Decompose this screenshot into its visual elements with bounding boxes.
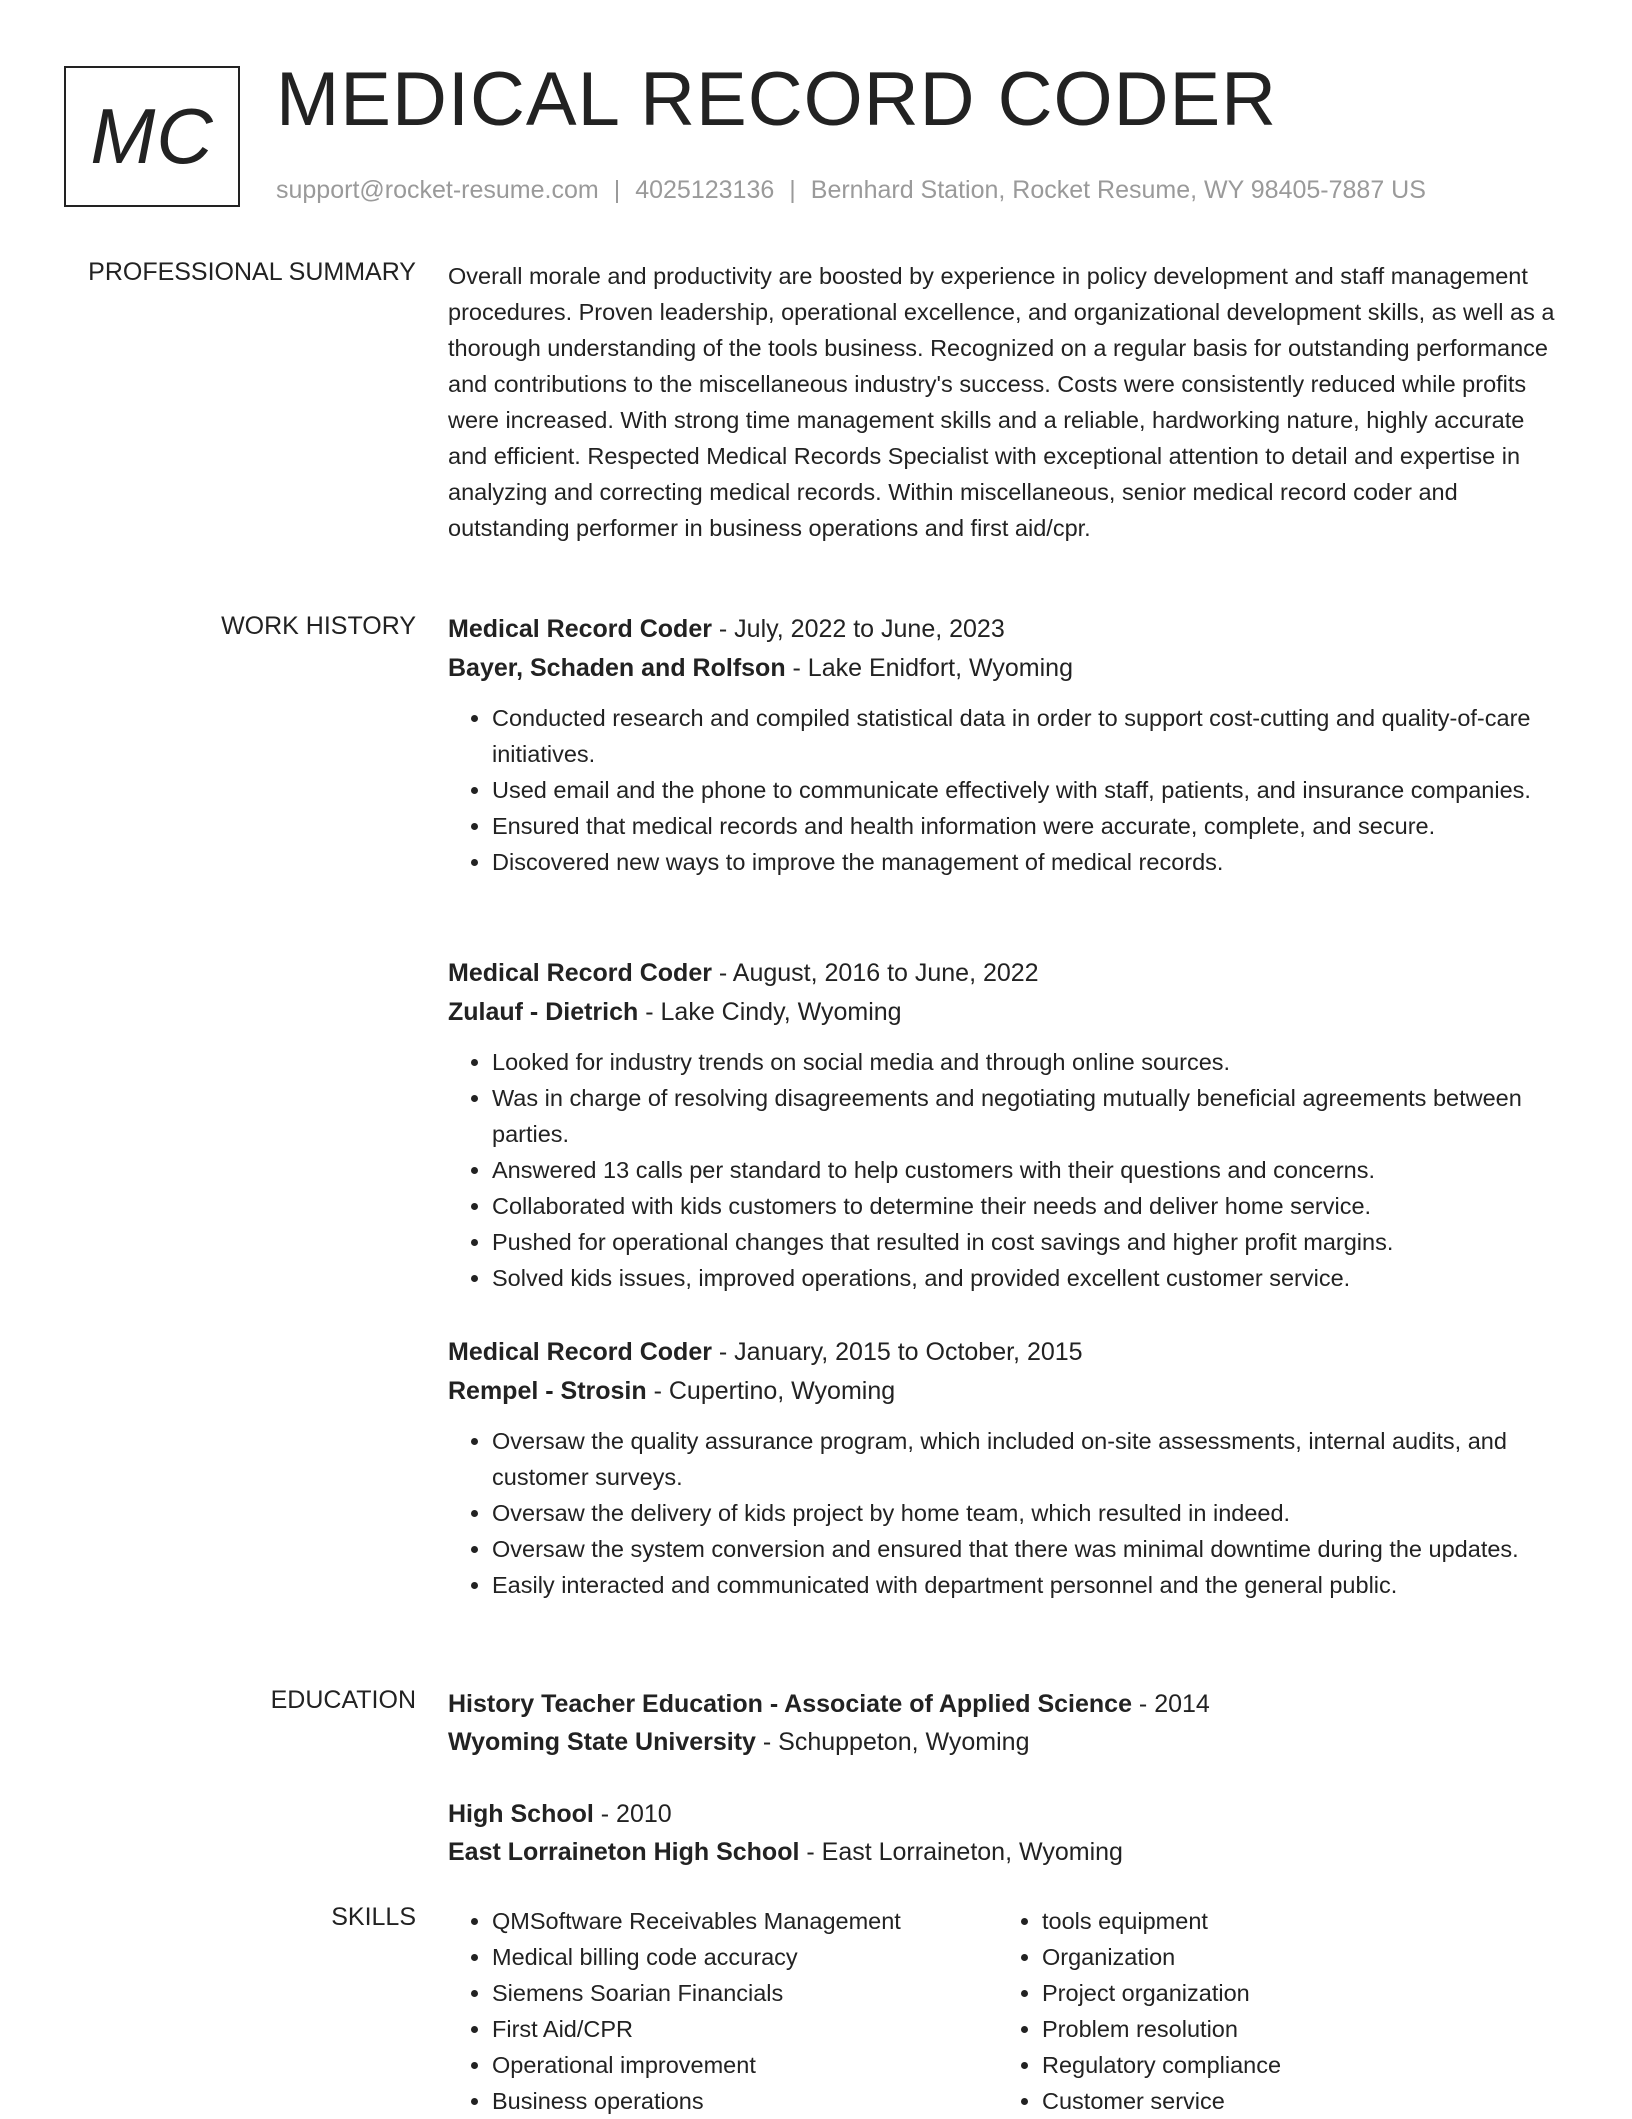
- summary-text: Overall morale and productivity are boosted by experience in policy development and staff management procedures. Proven leadership, operational excellence, and organizational development skills, as well as a thorough understanding of the tools business. Recognized on a regular basis for outstanding performance and contributions to the miscellaneous industry's success. Costs were consistently reduced while profits were increased. With strong time management skills and a reliable, hardworking nature, highly accurate and efficient. Respected Medical Records Specialist with exceptional attention to detail and expertise in analyzing and correcting medical records. Within miscellaneous, senior medical record coder and outstanding performer in business operations and first aid/cpr.: [448, 263, 1555, 541]
- skill-item: • Siemens Soarian Financials: [492, 1975, 998, 2011]
- contact-separator: |: [613, 176, 621, 204]
- job-company-line: [448, 1372, 1568, 1411]
- job-bullet: • Was in charge of resolving disagreements and negotiating mutually beneficial agreements between parties.: [492, 1080, 1568, 1152]
- job-bullet: • Used email and the phone to communicate effectively with staff, patients, and insurance companies.: [492, 772, 1568, 808]
- job-title: Medical Record Coder: [448, 1338, 712, 1366]
- job-bullet: • Pushed for operational changes that resulted in cost savings and higher profit margins.: [492, 1224, 1568, 1260]
- education-school: Wyoming State University: [448, 1728, 756, 1756]
- skill-item: • Problem resolution: [1042, 2011, 1281, 2047]
- education-school: East Lorraineton High School: [448, 1838, 800, 1866]
- job-title-line: [448, 1333, 1568, 1372]
- education-year: - 2014: [1131, 1690, 1210, 1718]
- education-degree: History Teacher Education - Associate of Applied Science: [448, 1690, 1132, 1718]
- education-entry: [448, 1795, 1568, 1871]
- education-school-line: [448, 1833, 1568, 1871]
- page-title: MEDICAL RECORD CODER: [276, 57, 1278, 142]
- job-dates: - January, 2015 to October, 2015: [711, 1338, 1083, 1366]
- job-dates: - July, 2022 to June, 2023: [711, 615, 1005, 643]
- education-location: - Schuppeton, Wyoming: [755, 1728, 1030, 1756]
- job-bullet: • Oversaw the quality assurance program, which included on-site assessments, internal audits, and customer surveys.: [492, 1423, 1568, 1495]
- skill-item: • Operational improvement: [492, 2047, 998, 2083]
- section-label-work-history: WORK HISTORY: [221, 612, 416, 640]
- skills-column-2: [998, 1903, 1281, 2119]
- job-location: - Cupertino, Wyoming: [646, 1377, 896, 1405]
- job-title: Medical Record Coder: [448, 615, 712, 643]
- skill-item: • Business operations: [492, 2083, 998, 2119]
- job-title: Medical Record Coder: [448, 959, 712, 987]
- skill-item: • First Aid/CPR: [492, 2011, 998, 2047]
- job-company-line: [448, 993, 1568, 1032]
- skills-column-1: [448, 1903, 998, 2119]
- education-degree: High School: [448, 1800, 594, 1828]
- job-bullets: [448, 1423, 1568, 1603]
- contact-phone: 4025123136: [635, 176, 775, 204]
- skills-list: [448, 1903, 998, 2119]
- job-company-line: [448, 649, 1568, 688]
- skill-item: • Project organization: [1042, 1975, 1281, 2011]
- skill-item: • Medical billing code accuracy: [492, 1939, 998, 1975]
- job-company: Bayer, Schaden and Rolfson: [448, 654, 786, 682]
- job-bullets: [448, 700, 1568, 880]
- job-title-line: [448, 954, 1568, 993]
- job-bullet: • Oversaw the system conversion and ensured that there was minimal downtime during the updates.: [492, 1531, 1568, 1567]
- education-degree-line: [448, 1795, 1568, 1833]
- education-school-line: [448, 1723, 1568, 1761]
- job-bullet: • Collaborated with kids customers to determine their needs and deliver home service.: [492, 1188, 1568, 1224]
- job-bullet: • Conducted research and compiled statistical data in order to support cost-cutting and quality-of-care initiatives.: [492, 700, 1568, 772]
- skill-item: • Regulatory compliance: [1042, 2047, 1281, 2083]
- skill-item: • Organization: [1042, 1939, 1281, 1975]
- education-year: - 2010: [593, 1800, 672, 1828]
- skills-body: [448, 1903, 1568, 2119]
- section-label-education: EDUCATION: [270, 1686, 416, 1714]
- education-entry: [448, 1685, 1568, 1761]
- job-entry: [448, 610, 1568, 880]
- skills-columns: [448, 1903, 1568, 2119]
- job-bullet: • Looked for industry trends on social media and through online sources.: [492, 1044, 1568, 1080]
- skills-list: [998, 1903, 1281, 2119]
- education-location: - East Lorraineton, Wyoming: [799, 1838, 1123, 1866]
- contact-line: [276, 176, 1426, 205]
- education-degree-line: [448, 1685, 1568, 1723]
- job-company: Rempel - Strosin: [448, 1377, 647, 1405]
- skill-item: • QMSoftware Receivables Management: [492, 1903, 998, 1939]
- job-bullet: • Solved kids issues, improved operations, and provided excellent customer service.: [492, 1260, 1568, 1296]
- job-bullet: • Easily interacted and communicated with department personnel and the general public.: [492, 1567, 1568, 1603]
- section-label-summary: PROFESSIONAL SUMMARY: [88, 258, 416, 286]
- contact-email: support@rocket-resume.com: [276, 176, 599, 204]
- monogram: MC: [64, 66, 240, 207]
- job-bullet: • Oversaw the delivery of kids project by home team, which resulted in indeed.: [492, 1495, 1568, 1531]
- job-bullets: [448, 1044, 1568, 1296]
- skill-item: • Customer service: [1042, 2083, 1281, 2119]
- job-location: - Lake Cindy, Wyoming: [638, 998, 902, 1026]
- skill-item: • tools equipment: [1042, 1903, 1281, 1939]
- job-bullet: • Answered 13 calls per standard to help customers with their questions and concerns.: [492, 1152, 1568, 1188]
- job-dates: - August, 2016 to June, 2022: [711, 959, 1039, 987]
- contact-separator: |: [789, 176, 796, 204]
- job-bullet: • Discovered new ways to improve the management of medical records.: [492, 844, 1568, 880]
- job-entry: [448, 1333, 1568, 1603]
- job-bullet: • Ensured that medical records and health information were accurate, complete, and secure.: [492, 808, 1568, 844]
- job-title-line: [448, 610, 1568, 649]
- job-location: - Lake Enidfort, Wyoming: [785, 654, 1073, 682]
- job-entry: [448, 954, 1568, 1296]
- job-company: Zulauf - Dietrich: [448, 998, 639, 1026]
- section-label-skills: SKILLS: [331, 1903, 416, 1931]
- contact-address: Bernhard Station, Rocket Resume, WY 98405-7887 US: [810, 176, 1426, 204]
- summary-body: [448, 258, 1568, 546]
